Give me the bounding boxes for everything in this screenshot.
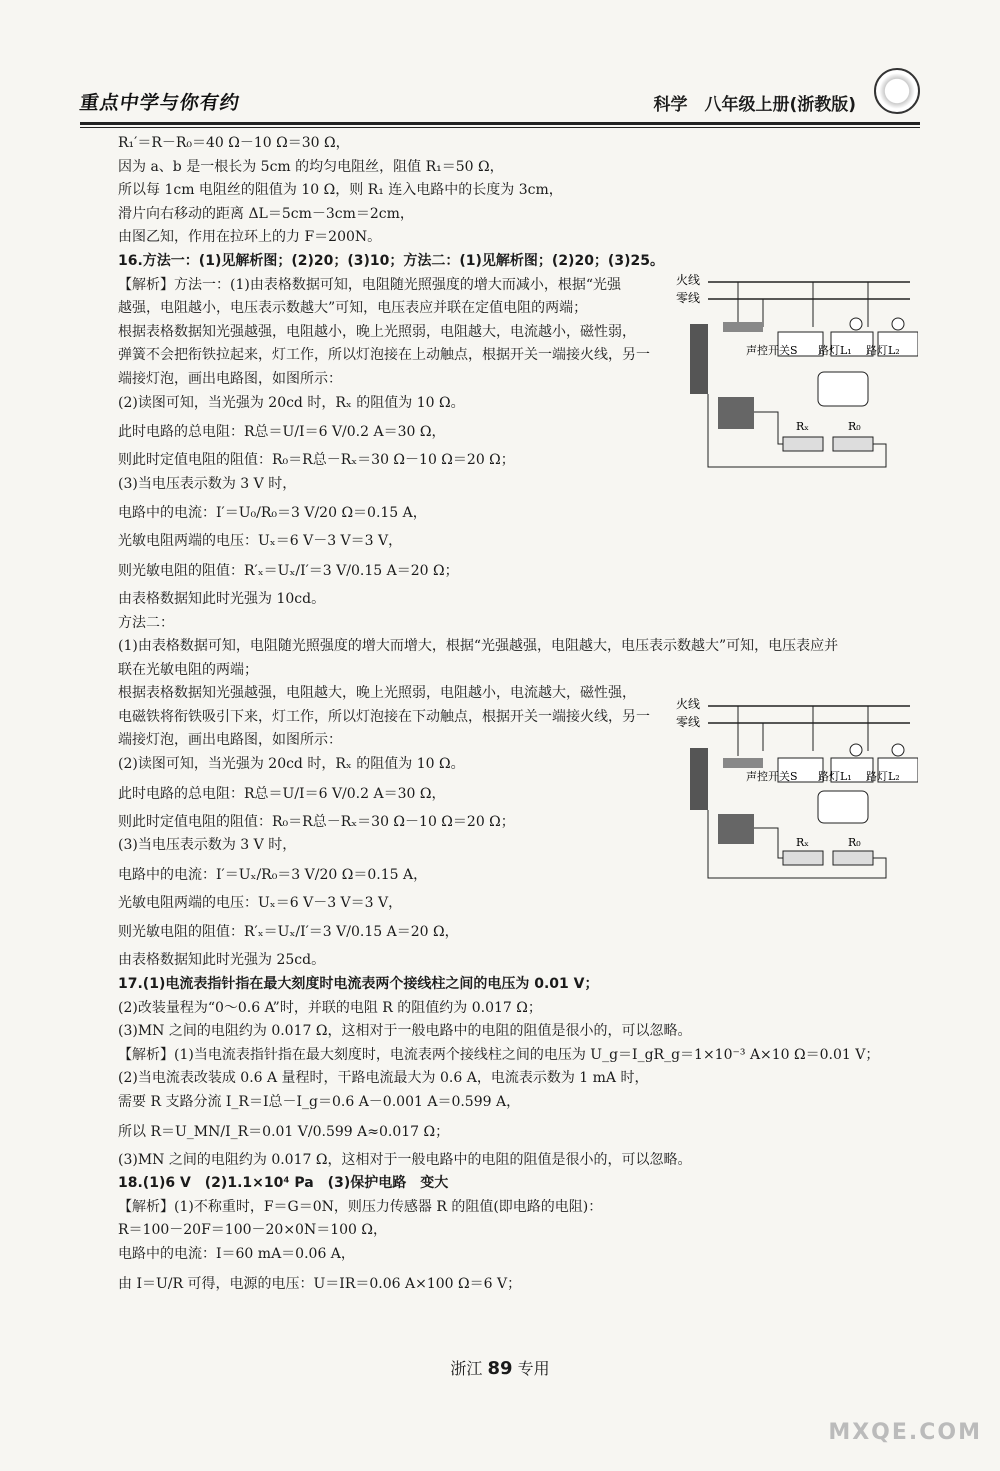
subject-title: 科学 八年级上册(浙教版) <box>653 95 856 115</box>
q16-answer: 16.方法一：(1)见解析图；(2)20；(3)10；方法二：(1)见解析图；(2)20；(3)25。 <box>118 252 664 269</box>
text-line: 【解析】方法一：(1)由表格数据可知，电阻随光照强度的增大而减小，根据“光强 <box>118 276 621 293</box>
text-line: 因为 a、b 是一根长为 5cm 的均匀电阻丝，阻值 R₁＝50 Ω， <box>118 158 504 175</box>
text-line: (1)由表格数据可知，电阻随光照强度的增大而增大，根据“光强越强，电阻越大，电压表示数越大”可知，电压表应并 <box>118 638 839 655</box>
lamp-icon <box>892 744 904 756</box>
header-rule <box>80 122 920 125</box>
lamp2-label: 路灯L₂ <box>866 770 900 783</box>
formula-line: 则光敏电阻的阻值：R′ₓ＝Uₓ/I′＝3 V/0.15 A＝20 Ω， <box>118 924 459 941</box>
lamp2-label: 路灯L₂ <box>866 344 900 357</box>
formula-line: 由 I＝U/R 可得，电源的电压：U＝IR＝0.06 A×100 Ω＝6 V； <box>118 1275 522 1292</box>
text-line: 需要 R 支路分流 I_R＝I总－I_g＝0.6 A－0.001 A＝0.599 A， <box>118 1094 521 1110</box>
text-line: 越强，电阻越小，电压表示数越大”可知，电压表应并联在定值电阻的两端； <box>118 300 588 317</box>
text-line: (3)当电压表示数为 3 V 时， <box>118 837 297 854</box>
text-line: (3)MN 之间的电阻约为 0.017 Ω，这相对于一般电路中的电阻的阻值是很小的，可以忽略。 <box>118 1151 692 1168</box>
text-line: 电路中的电流：I＝60 mA＝0.06 A， <box>118 1245 355 1262</box>
circuit-diagram-1 <box>668 272 918 482</box>
q18-answer: 18.(1)6 V (2)1.1×10⁴ Pa (3)保护电路 变大 <box>118 1175 449 1192</box>
battery-icon <box>718 397 754 429</box>
text-line: R＝100－20F＝100－20×0N＝100 Ω， <box>118 1222 387 1239</box>
header-rule-thin <box>80 127 920 128</box>
live-wire-label: 火线 <box>676 697 701 711</box>
formula-line: 电路中的电流：I′＝Uₓ/R₀＝3 V/20 Ω＝0.15 A， <box>118 866 428 883</box>
lamp-icon <box>850 318 862 330</box>
text-line: (2)读图可知，当光强为 20cd 时，Rₓ 的阻值为 10 Ω。 <box>118 756 465 773</box>
text-line: 方法二： <box>118 614 174 631</box>
lamp1-label: 路灯L₁ <box>818 770 852 783</box>
circuit-diagram-2 <box>668 696 918 886</box>
r0-label: R₀ <box>848 420 861 433</box>
rx-label: Rₓ <box>796 420 809 433</box>
formula-line: 电路中的电流：I′＝U₀/R₀＝3 V/20 Ω＝0.15 A， <box>118 505 427 522</box>
live-wire-label: 火线 <box>676 273 701 287</box>
text-line: R₁′＝R－R₀＝40 Ω－10 Ω＝30 Ω， <box>118 135 350 151</box>
footer-region: 浙江 <box>450 1359 483 1378</box>
formula-line: 此时电路的总电阻：R总＝U/I＝6 V/0.2 A＝30 Ω， <box>118 424 446 441</box>
switch-label: 声控开关S <box>746 344 798 357</box>
text-line: 端接灯泡，画出电路图，如图所示： <box>118 370 342 387</box>
formula-line: 则光敏电阻的阻值：R′ₓ＝Uₓ/I′＝3 V/0.15 A＝20 Ω； <box>118 562 459 579</box>
text-line: 根据表格数据知光强越强，电阻越小，晚上光照弱，电阻越大，电流越小，磁性弱， <box>118 323 636 340</box>
neutral-wire-label: 零线 <box>676 715 701 729</box>
text-line: 根据表格数据知光强越强，电阻越大，晚上光照弱，电阻越小，电流越大，磁性强， <box>118 685 636 702</box>
lamp-icon <box>892 318 904 330</box>
text-line: 滑片向右移动的距离 ΔL＝5cm－3cm＝2cm， <box>118 205 414 222</box>
school-seal-icon <box>874 68 920 114</box>
text-line: (2)读图可知，当光强为 20cd 时，Rₓ 的阻值为 10 Ω。 <box>118 394 465 411</box>
text-line: 联在光敏电阻的两端； <box>118 661 258 678</box>
text-line: 则此时定值电阻的阻值：R₀＝R总－Rₓ＝30 Ω－10 Ω＝20 Ω； <box>118 452 515 469</box>
text-line: 则此时定值电阻的阻值：R₀＝R总－Rₓ＝30 Ω－10 Ω＝20 Ω； <box>118 813 515 830</box>
electromagnet-icon <box>690 748 708 810</box>
text-line: 由图乙知，作用在拉环上的力 F＝200N。 <box>118 229 382 246</box>
page-number: 89 <box>487 1358 513 1379</box>
text-line: 【解析】(1)不称重时，F＝G＝0N，则压力传感器 R 的阻值(即电路的电阻)： <box>118 1198 603 1215</box>
footer-suffix: 专用 <box>517 1359 550 1378</box>
text-line: (2)当电流表改装成 0.6 A 量程时，干路电流最大为 0.6 A，电流表示数为 1 mA 时， <box>118 1070 649 1087</box>
neutral-wire-label: 零线 <box>676 291 701 305</box>
text-line: (2)改装量程为“0～0.6 A”时，并联的电阻 R 的阻值约为 0.017 Ω； <box>118 999 542 1016</box>
electromagnet-icon <box>690 324 708 394</box>
page-header <box>80 88 920 120</box>
text-line: (3)MN 之间的电阻约为 0.017 Ω，这相对于一般电路中的电阻的阻值是很小的，可以忽略。 <box>118 1023 692 1040</box>
q17-answer: 17.(1)电流表指针指在最大刻度时电流表两个接线柱之间的电压为 0.01 V； <box>118 976 599 993</box>
text-line: 由表格数据知此时光强为 10cd。 <box>118 590 326 607</box>
text-line: 光敏电阻两端的电压：Uₓ＝6 V－3 V＝3 V， <box>118 533 403 550</box>
lamp-icon <box>850 744 862 756</box>
text-line: 【解析】(1)当电流表指针指在最大刻度时，电流表两个接线柱之间的电压为 U_g＝I_gR_g＝1×10⁻³ A×10 Ω＝0.01 V； <box>118 1046 880 1063</box>
text-line: 电磁铁将衔铁吸引下来，灯工作，所以灯泡接在下动触点，根据开关一端接火线，另一 <box>118 708 650 725</box>
battery-icon <box>718 814 754 844</box>
text-line: 端接灯泡，画出电路图，如图所示： <box>118 732 342 749</box>
watermark: MXQE.COM <box>828 1420 982 1445</box>
text-line: 所以每 1cm 电阻丝的阻值为 10 Ω，则 R₁ 连入电路中的长度为 3cm， <box>118 182 563 199</box>
voltmeter-icon <box>818 791 868 823</box>
text-line: 光敏电阻两端的电压：Uₓ＝6 V－3 V＝3 V， <box>118 894 403 911</box>
text-line: (3)当电压表示数为 3 V 时， <box>118 475 297 492</box>
page-footer <box>0 1356 1000 1379</box>
brand-title: 重点中学与你有约 <box>78 92 242 114</box>
lamp1-label: 路灯L₁ <box>818 344 852 357</box>
text-line: 弹簧不会把衔铁拉起来，灯工作，所以灯泡接在上动触点，根据开关一端接火线，另一 <box>118 347 650 364</box>
voltmeter-icon <box>818 372 868 406</box>
formula-line: 此时电路的总电阻：R总＝U/I＝6 V/0.2 A＝30 Ω， <box>118 785 446 802</box>
rx-label: Rₓ <box>796 836 809 849</box>
formula-line: 所以 R＝U_MN/I_R＝0.01 V/0.599 A≈0.017 Ω； <box>118 1123 450 1140</box>
r0-label: R₀ <box>848 836 861 849</box>
switch-label: 声控开关S <box>746 770 798 783</box>
text-line: 由表格数据知此时光强为 25cd。 <box>118 952 326 969</box>
